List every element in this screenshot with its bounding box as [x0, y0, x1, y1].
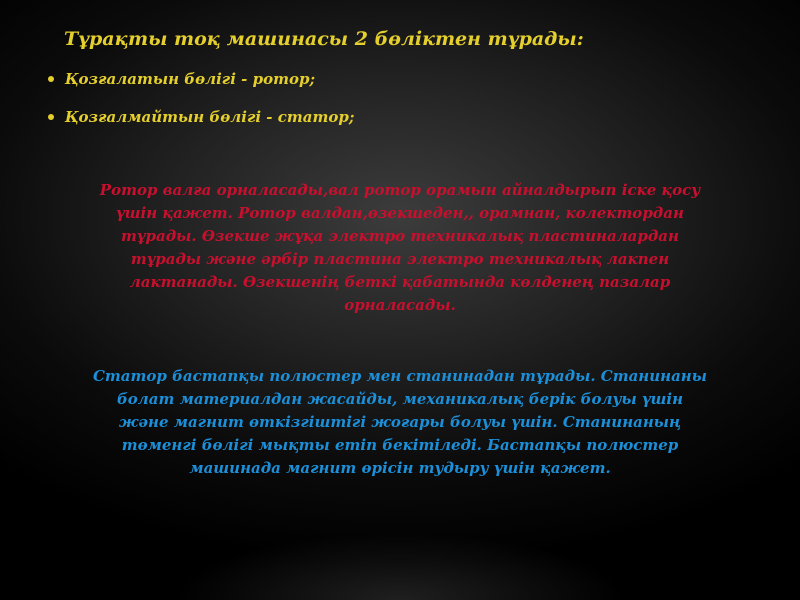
paragraph-line: машинада магнит өрісін тудыру үшін қажет. — [189, 459, 611, 477]
bullet-list — [48, 70, 354, 146]
bullet-item — [48, 108, 354, 146]
paragraph-line: лактанады. Өзекшенің беткі қабатында көлденең пазалар — [129, 273, 671, 291]
paragraph-line: Ротор валға орналасады,вал ротор орамын айналдырып іске қосу — [99, 181, 701, 199]
bullet-item — [48, 70, 354, 108]
paragraph-line: және магнит өткізгіштігі жоғары болуы үшін. Станинаның — [118, 413, 682, 431]
paragraph-line: Статор бастапқы полюстер мен станинадан тұрады. Станинаны — [92, 367, 707, 385]
bullet-dot-icon — [48, 76, 54, 82]
paragraph-line: тұрады. Өзекше жұқа электро техникалық пластиналардан — [121, 227, 679, 245]
bullet-text: Қозғалмайтын бөлігі - статор; — [65, 108, 355, 126]
paragraph-line: орналасады. — [344, 296, 456, 314]
slide-title: Тұрақты тоқ машинасы 2 бөліктен тұрады: — [64, 28, 584, 50]
paragraph-line: төменгі бөлігі мықты етіп бекітіледі. Бастапқы полюстер — [121, 436, 679, 454]
paragraph-line: үшін қажет. Ротор валдан,өзекшеден,, орамнан, колектордан — [116, 204, 684, 222]
bullet-text: Қозғалатын бөлігі - ротор; — [65, 70, 315, 88]
rotor-paragraph — [40, 179, 760, 317]
stator-paragraph — [40, 365, 760, 480]
paragraph-line: тұрады және әрбір пластина электро техникалық лакпен — [130, 250, 670, 268]
paragraph-line: болат материалдан жасайды, механикалық берік болуы үшін — [116, 390, 684, 408]
bullet-dot-icon — [48, 114, 54, 120]
